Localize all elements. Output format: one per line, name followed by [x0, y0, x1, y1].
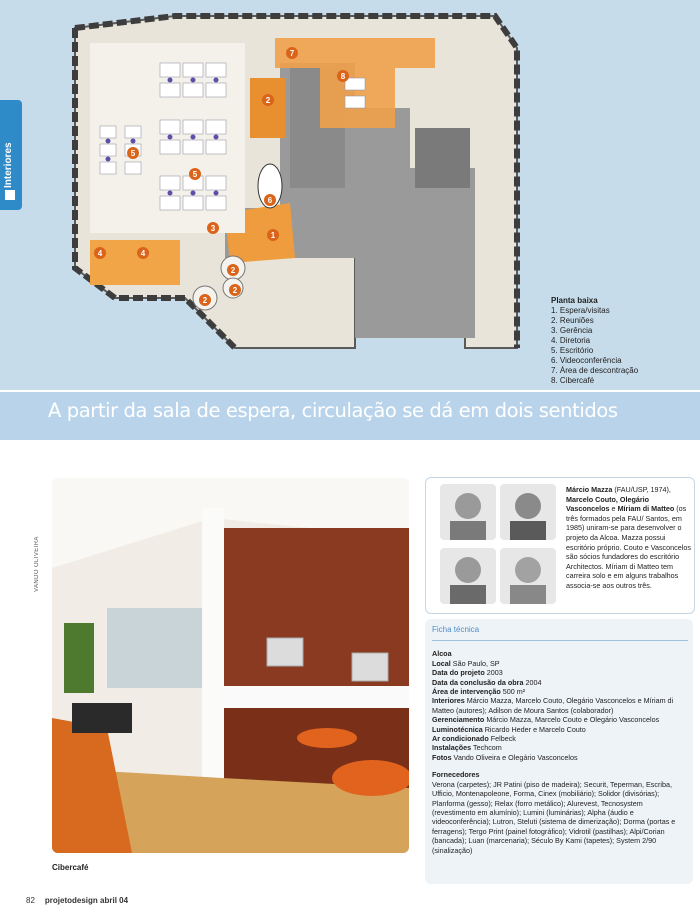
floor-plan [55, 8, 525, 383]
ficha-label: Área de intervenção [432, 687, 501, 697]
chair [191, 78, 196, 83]
page-number: 82 [26, 896, 35, 905]
desk [100, 144, 116, 156]
chair [191, 191, 196, 196]
photo-plant [64, 623, 94, 693]
legend-item: 1. Espera/visitas [551, 306, 610, 315]
room-number: 7 [289, 49, 295, 58]
room-number: 6 [267, 196, 273, 205]
architect-text: e [609, 504, 618, 514]
ficha-tecnica [432, 625, 688, 855]
desk [183, 140, 203, 154]
ficha-row [432, 687, 688, 696]
legend-item: 6. Videoconferência [551, 356, 622, 365]
architect-text: (os três formados pela FAU/ Santos, em 1985) uniram-se para desenvolver o projeto da Alcoa. Mazza possui escritório próprio. Couto e Vasconcelos são sócios fundadores do escritório Architectos. Míriam di Matteo tem carreira solo e em alguns trabalhos associa-se aos outros três. [566, 504, 691, 590]
room-number: 2 [265, 96, 271, 105]
ficha-row [432, 725, 688, 734]
desk [100, 162, 116, 174]
ficha-label: Instalações [432, 743, 472, 753]
ficha-row [432, 678, 688, 687]
desk [206, 83, 226, 97]
desk [206, 120, 226, 134]
ficha-row [432, 659, 688, 668]
chair [214, 135, 219, 140]
room-number: 8 [340, 72, 346, 81]
photo-partition [202, 508, 224, 818]
photo-lounge-chair [72, 703, 132, 733]
ficha-label: Data da conclusão da obra [432, 677, 524, 687]
zone-meeting-top [250, 78, 285, 138]
ficha-row [432, 753, 688, 762]
desk [206, 140, 226, 154]
chair [214, 191, 219, 196]
chair [131, 139, 136, 144]
ficha-label: Data do projeto [432, 668, 485, 678]
ficha-row [432, 668, 688, 677]
chair [168, 191, 173, 196]
desk [345, 78, 365, 90]
architect-name: Márcio Mazza [566, 485, 613, 494]
desk [125, 162, 141, 174]
project-name: Alcoa [432, 649, 452, 659]
photo-credit: VANDO OLIVEIRA [34, 536, 40, 592]
legend-item: 4. Diretoria [551, 336, 591, 345]
magazine-name: projetodesign [44, 896, 98, 905]
ficha-label: Interiores [432, 696, 465, 706]
ficha-divider [432, 640, 688, 641]
portrait-figure [500, 484, 556, 540]
photo-monitor [267, 638, 303, 666]
photo-window [107, 608, 202, 688]
ficha-value: Vando Oliveira e Olegário Vasconcelos [451, 752, 578, 762]
section-tab-marker [5, 190, 15, 200]
chair [214, 78, 219, 83]
legend-title: Planta baixa [551, 296, 598, 305]
ficha-value: 2004 [523, 677, 542, 687]
legend-item: 5. Escritório [551, 346, 594, 355]
ficha-value: Felbeck [488, 734, 516, 744]
room-number: 2 [232, 286, 238, 295]
ficha-label: Local [432, 658, 451, 668]
desk [160, 176, 180, 190]
desk [345, 96, 365, 108]
desk [183, 120, 203, 134]
desk [183, 63, 203, 77]
cibercafe-photo [52, 478, 409, 853]
ficha-value: Techcom [471, 743, 502, 753]
desk [125, 126, 141, 138]
room-number: 2 [202, 296, 208, 305]
desk [160, 83, 180, 97]
ficha-value: São Paulo, SP [450, 658, 500, 668]
ficha-label: Gerenciamento [432, 715, 485, 725]
magazine-issue: abril 04 [100, 896, 129, 905]
desk [160, 63, 180, 77]
architect-text: (FAU/USP, 1974), [612, 485, 671, 494]
portrait-photo [500, 548, 556, 604]
desk [206, 196, 226, 210]
portrait-figure [500, 548, 556, 604]
portrait-figure [440, 484, 496, 540]
ficha-label: Fotos [432, 752, 452, 762]
photo-counter [222, 686, 409, 708]
desk [183, 83, 203, 97]
architect-name: Marcelo Couto, Olegário Vasconcelos [566, 494, 650, 514]
ficha-spacer [432, 762, 688, 770]
desk [160, 196, 180, 210]
ficha-value: Márcio Mazza, Marcelo Couto e Olegário Vasconcelos [484, 715, 660, 725]
desk [206, 176, 226, 190]
page-footer [26, 896, 128, 905]
photo-orange-table [297, 728, 357, 748]
ficha-row [432, 743, 688, 752]
desk [100, 126, 116, 138]
legend-item: 2. Reuniões [551, 316, 594, 325]
ficha-label: Luminotécnica [432, 724, 483, 734]
portrait-photo [500, 484, 556, 540]
ficha-value: 500 m² [500, 687, 526, 697]
room-number: 5 [192, 170, 198, 179]
desk [206, 63, 226, 77]
architect-name: Míriam di Matteo [617, 504, 675, 514]
headline: A partir da sala de espera, circulação se dá em dois sentidos [48, 399, 618, 422]
desk [183, 196, 203, 210]
room-number: 4 [140, 249, 146, 258]
photo-orange-table [332, 760, 409, 796]
legend-item: 7. Área de descontração [551, 366, 639, 375]
architects-bio [566, 485, 691, 591]
photo-monitor [352, 653, 388, 681]
ficha-title: Ficha técnica [432, 625, 480, 634]
zone-directors [90, 240, 180, 285]
ficha-value: Márcio Mazza, Marcelo Couto, Olegário Vasconcelos e Míriam di Matteo (autores); Adilson de Moura Santos (colaborador) [432, 696, 674, 715]
ficha-value: Ricardo Heder e Marcelo Couto [482, 724, 586, 734]
ficha-row [432, 715, 688, 724]
ficha-label: Ar condicionado [432, 734, 489, 744]
portrait-photo [440, 484, 496, 540]
portrait-figure [440, 548, 496, 604]
stair-block [415, 128, 470, 188]
section-tab-label: Interiores [3, 142, 14, 188]
ficha-row [432, 734, 688, 743]
chair [106, 139, 111, 144]
desk [160, 140, 180, 154]
chair [106, 157, 111, 162]
floor-plan-legend [551, 296, 691, 386]
photo-caption: Cibercafé [52, 863, 89, 872]
chair [191, 135, 196, 140]
legend-item: 8. Cibercafé [551, 376, 595, 385]
room-number: 2 [230, 266, 236, 275]
legend-item: 3. Gerência [551, 326, 593, 335]
chair [168, 135, 173, 140]
ficha-row [432, 696, 688, 715]
desk [160, 120, 180, 134]
ficha-value: 2003 [484, 668, 503, 678]
suppliers-title: Fornecedores [432, 770, 480, 780]
portrait-photo [440, 548, 496, 604]
room-number: 5 [130, 149, 136, 158]
room-number: 4 [97, 249, 103, 258]
chair [168, 78, 173, 83]
room-number: 3 [210, 224, 216, 233]
suppliers-text: Verona (carpetes); JR Patini (piso de madeira); Securit, Teperman, Escriba, Ufficio, Montenapoleone, Forma, Cinex (mobiliário); Solidor (divisórias); Planforma (gesso); Relax (forro metálico); Alurevest, Tecnosystem (revestimento em alumínio); Lumini (luminárias); Alpha (áudio e videoconferência); Lutron, Steluti (sistema de dimerização); Dorma (portas e ferragens); Tergo Print (painel fotográfico); Vidrotil (pastilhas); Alpi/Corian (bancada); Luan (marcenaria); Século By Kami (tapetes); System 2/90 (sinalização) [432, 779, 676, 855]
room-number: 1 [270, 231, 276, 240]
